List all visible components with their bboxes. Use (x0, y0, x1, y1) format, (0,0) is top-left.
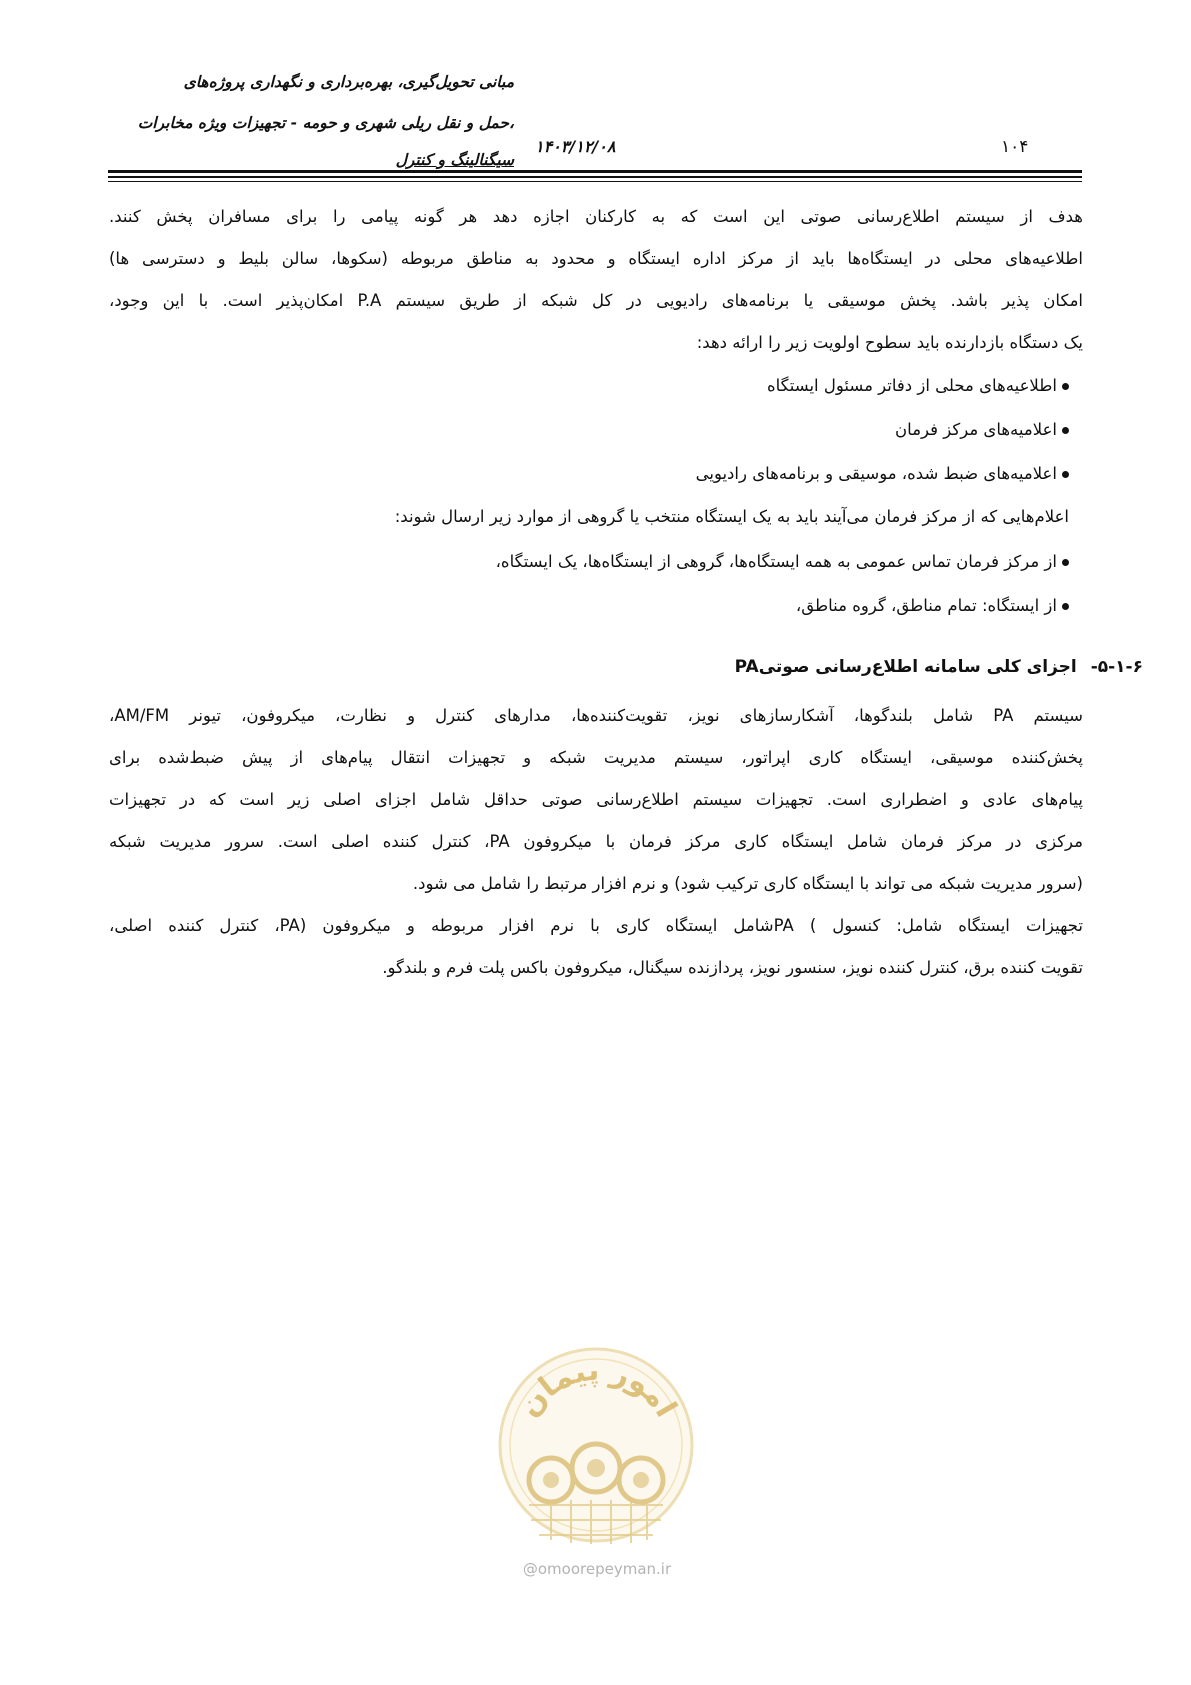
paragraph-line: امکان پذیر باشد. پخش موسیقی یا برنامه‌های رادیویی در کل شبکه از طریق سیستم P.A امکان‌پذیر است. با این وجود، (109, 291, 1083, 310)
section-title: اجزای کلی سامانه اطلاع‌رسانی صوتیPA (734, 657, 1077, 677)
bullet-icon (1062, 383, 1069, 390)
list-item (895, 418, 1069, 442)
paragraph-line: اعلام‌هایی که از مرکز فرمان می‌آیند باید به یک ایستگاه منتخب یا گروهی از موارد زیر ارسال شوند: (394, 507, 1069, 526)
bullet-icon (1062, 471, 1069, 478)
list-item-text: اعلامیه‌های ضبط شده، موسیقی و برنامه‌های رادیویی (695, 464, 1057, 483)
list-item-text: از ایستگاه: تمام مناطق، گروه مناطق، (795, 596, 1057, 615)
header-rule (108, 170, 1082, 173)
paragraph-line: یک دستگاه بازدارنده باید سطوح اولویت زیر را ارائه دهد: (696, 333, 1083, 352)
paragraph-line: پخش‌کننده موسیقی، ایستگاه کاری اپراتور، سیستم مدیریت شبکه و تجهیزات انتقال پیام‌های از پیش ضبط‌شده برای (109, 748, 1083, 767)
header-title-line-3: سیگنالینگ و کنترل (395, 151, 514, 169)
bullet-icon (1062, 559, 1069, 566)
watermark-url: @omoorepeyman.ir (522, 1560, 672, 1578)
list-item (496, 550, 1069, 574)
list-item (767, 374, 1069, 398)
list-item-text: اطلاعیه‌های محلی از دفاتر مسئول ایستگاه (766, 376, 1057, 395)
list-item (796, 594, 1069, 618)
list-item-text: از مرکز فرمان تماس عمومی به همه ایستگاه‌ها، گروهی از ایستگاه‌ها، یک ایستگاه، (495, 552, 1057, 571)
paragraph-line: مرکزی در مرکز فرمان شامل ایستگاه کاری مرکز فرمان با میکروفون PA، کنترل کننده اصلی است. سرور مدیریت شبکه (109, 832, 1083, 851)
header-rule (108, 176, 1082, 178)
paragraph-line: تجهیزات ایستگاه شامل: کنسول ) PAشامل ایستگاه کاری با نرم افزار مربوطه و میکروفون (PA، کنترل کننده اصلی، (109, 916, 1083, 935)
watermark-logo-text: امور پیمان (511, 1352, 684, 1424)
paragraph-line: پیام‌های عادی و اضطراری است. تجهیزات سیستم اطلاع‌رسانی صوتی حداقل شامل اجزای اصلی زیر است که در تجهیزات (109, 790, 1083, 809)
header-title-line-1: مبانی تحویل‌گیری، بهره‌برداری و نگهداری پروژه‌های (183, 73, 514, 91)
section-number: ۵-۱-۶- (1090, 657, 1143, 677)
page-number: ۱۰۴ (1001, 137, 1029, 157)
bullet-icon (1062, 603, 1069, 610)
paragraph-line: سیستم PA شامل بلندگوها، آشکارسازهای نویز، تقویت‌کننده‌ها، مدارهای کنترل و نظارت، میکروفون، تیونر AM/FM، (109, 706, 1083, 725)
watermark-logo (489, 1340, 703, 1580)
header-date: ۱۴۰۳/۱۲/۰۸ (535, 137, 616, 156)
header-title-line-2: حمل و نقل ریلی شهری و حومه - تجهیزات ویژه مخابرات، (137, 114, 514, 132)
paragraph-line: (سرور مدیریت شبکه می تواند با ایستگاه کاری ترکیب شود) و نرم افزار مرتبط را شامل می شود. (412, 874, 1083, 893)
paragraph-line: اطلاعیه‌های محلی در ایستگاه‌ها باید از مرکز اداره ایستگاه و محدود به مناطق مربوطه (سکوها، سالن بلیط و دسترسی ها) (109, 249, 1083, 268)
bullet-icon (1062, 427, 1069, 434)
section-heading (735, 655, 1143, 679)
list-item (696, 462, 1069, 486)
header-rule (108, 181, 1082, 182)
paragraph-line: هدف از سیستم اطلاع‌رسانی صوتی این است که به کارکنان اجازه دهد هر گونه پیامی را برای مسافران پخش کنند. (109, 207, 1083, 226)
list-item-text: اعلامیه‌های مرکز فرمان (895, 420, 1057, 439)
paragraph-line: تقویت کننده برق، کنترل کننده نویز، سنسور نویز، پردازنده سیگنال، میکروفون باکس پلت فرم و بلندگو. (382, 958, 1083, 977)
